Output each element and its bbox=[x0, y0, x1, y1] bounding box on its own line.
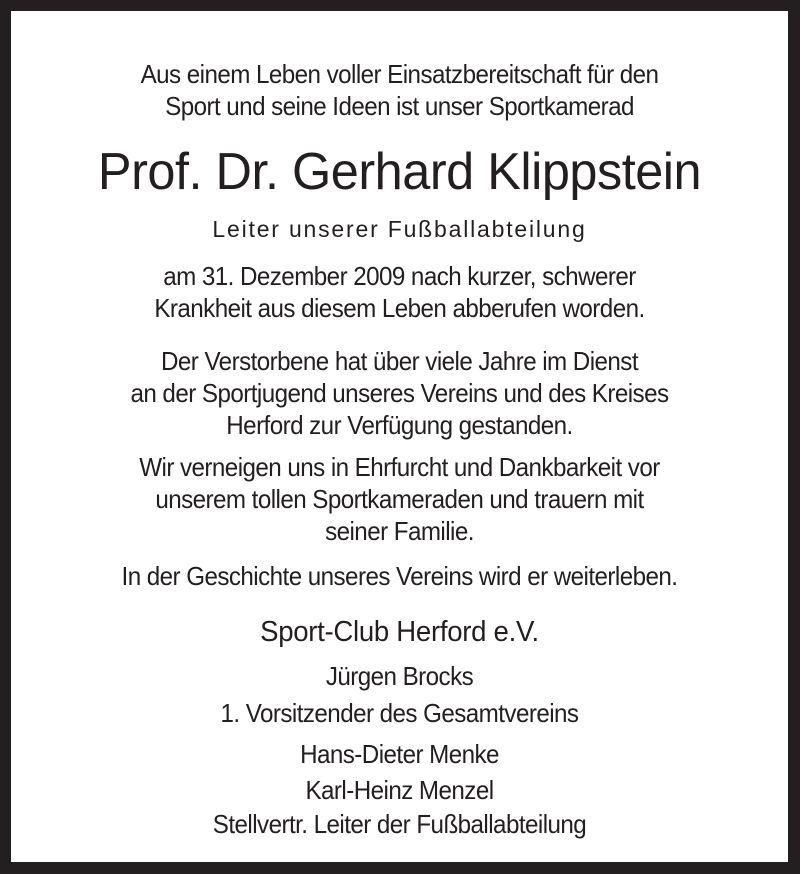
service-line: Der Verstorbene hat über viele Jahre im Dienst bbox=[160, 346, 638, 376]
gratitude-line: unserem tollen Sportkameraden und trauern mit bbox=[155, 484, 644, 514]
intro-line: Aus einem Leben voller Einsatzbereitschaft für den bbox=[140, 59, 659, 89]
signer-title: 1. Vorsitzender des Gesamtvereins bbox=[220, 698, 579, 728]
gratitude-line: Wir verneigen uns in Ehrfurcht und Dankbarkeit vor bbox=[139, 452, 660, 482]
death-statement-line: am 31. Dezember 2009 nach kurzer, schwerer bbox=[163, 261, 636, 291]
deceased-role: Leiter unserer Fußballabteilung bbox=[212, 216, 587, 242]
service-line: an der Sportjugend unseres Vereins und des Kreises bbox=[130, 378, 669, 408]
legacy-line: In der Geschichte unseres Vereins wird er weiterleben. bbox=[121, 561, 678, 591]
signer-name: Karl-Heinz Menzel bbox=[305, 775, 494, 805]
signer-name: Jürgen Brocks bbox=[325, 661, 474, 691]
intro-line: Sport und seine Ideen ist unser Sportkamerad bbox=[165, 91, 634, 121]
death-statement-line: Krankheit aus diesem Leben abberufen worden. bbox=[154, 293, 645, 323]
signer-title: Stellvertr. Leiter der Fußballabteilung bbox=[212, 809, 587, 839]
club-name: Sport-Club Herford e.V. bbox=[260, 616, 539, 648]
gratitude-line: seiner Familie. bbox=[325, 516, 474, 546]
service-line: Herford zur Verfügung gestanden. bbox=[226, 410, 573, 440]
signer-name: Hans-Dieter Menke bbox=[300, 739, 499, 769]
deceased-name: Prof. Dr. Gerhard Klippstein bbox=[97, 143, 702, 201]
obituary-notice bbox=[11, 11, 788, 862]
